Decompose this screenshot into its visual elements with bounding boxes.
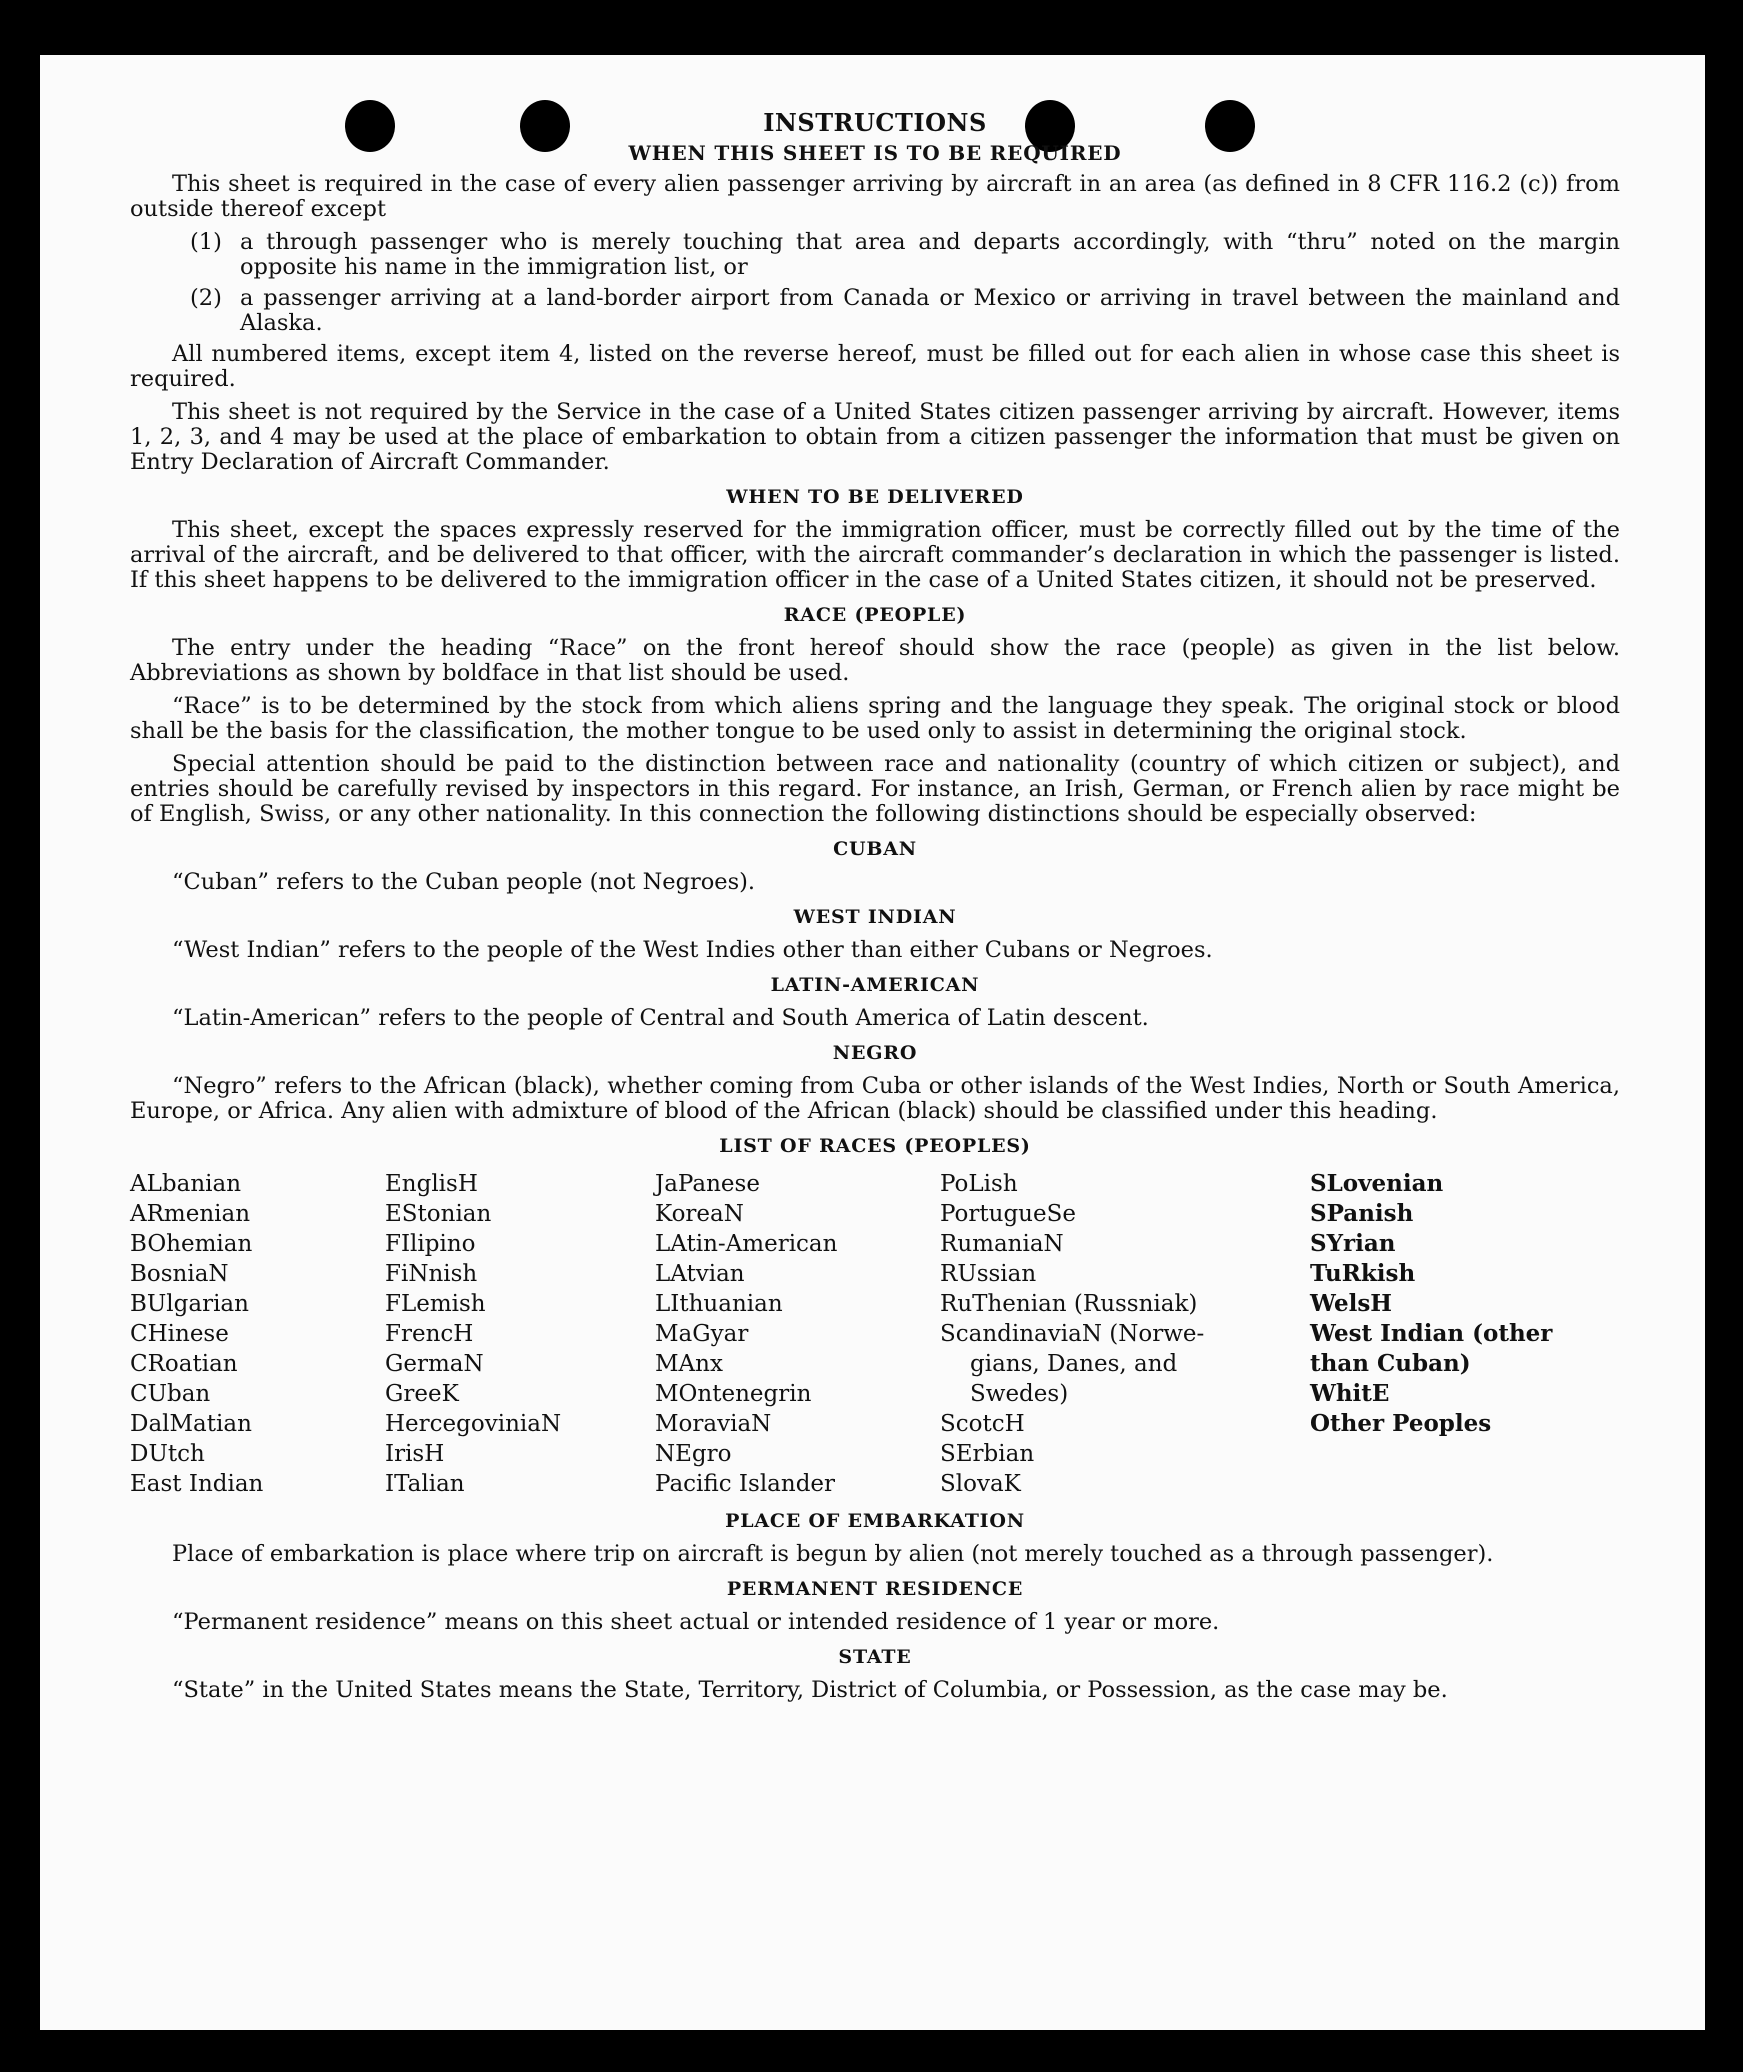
item-text: a through passenger who is merely touching that area and departs accordingly, with “thru” noted on the margin opposite his name in the immigration list, or — [240, 229, 1620, 280]
race-list — [130, 1169, 1620, 1499]
race-entry: ScandinaviaN (Norwe- — [940, 1321, 1205, 1347]
race-entry: Other Peoples — [1310, 1410, 1492, 1437]
race-column — [130, 1169, 385, 1499]
race-entry: SlovaK — [940, 1471, 1021, 1497]
race-entry: BUlgarian — [130, 1291, 249, 1317]
race-entry: BosniaN — [130, 1261, 229, 1287]
item-number: (2) — [190, 285, 222, 311]
race-entry: EnglisH — [385, 1171, 478, 1197]
section-heading: LIST OF RACES (PEOPLES) — [719, 1135, 1031, 1157]
race-entry: EStonian — [385, 1201, 492, 1227]
paragraph: The entry under the heading “Race” on the front hereof should show the race (people) as given in the list below. Abbreviations as shown by boldface in that list should be used. — [130, 635, 1620, 686]
race-column — [1310, 1169, 1610, 1499]
race-entry: MaGyar — [655, 1321, 749, 1347]
race-entry: SPanish — [1310, 1200, 1414, 1227]
item-text: a passenger arriving at a land-border airport from Canada or Mexico or arriving in travel between the mainland and Alaska. — [240, 285, 1620, 336]
race-entry: MOntenegrin — [655, 1381, 812, 1407]
page-title: INSTRUCTIONS — [763, 108, 987, 137]
race-entry: WelsH — [1310, 1290, 1393, 1317]
race-entry: CRoatian — [130, 1351, 238, 1377]
race-entry: West Indian (other — [1310, 1320, 1553, 1347]
race-entry: CHinese — [130, 1321, 229, 1347]
race-entry: DalMatian — [130, 1411, 252, 1437]
race-entry: SYrian — [1310, 1230, 1396, 1257]
list-item — [190, 286, 1620, 336]
paragraph: All numbered items, except item 4, listed on the reverse hereof, must be filled out for each alien in whose case this sheet is required. — [130, 341, 1620, 392]
race-entry: ITalian — [385, 1471, 465, 1497]
race-column — [385, 1169, 655, 1499]
race-entry: Pacific Islander — [655, 1471, 836, 1497]
race-entry: East Indian — [130, 1471, 264, 1497]
section-heading: CUBAN — [833, 838, 917, 860]
section-heading: PERMANENT RESIDENCE — [726, 1578, 1024, 1600]
race-entry: FiNnish — [385, 1261, 478, 1287]
paragraph: This sheet, except the spaces expressly reserved for the immigration officer, must be correctly filled out by the time of the arrival of the aircraft, and be delivered to that officer, with the aircraft commander’s declaration in which the passenger is listed. If this sheet happens to be delivered to the immigration officer in the case of a United States citizen, it should not be preserved. — [130, 517, 1620, 593]
section-heading: WEST INDIAN — [793, 906, 957, 928]
race-entry: GreeK — [385, 1381, 459, 1407]
race-entry: BOhemian — [130, 1231, 253, 1257]
race-entry: KoreaN — [655, 1201, 744, 1227]
race-entry: ScotcH — [940, 1411, 1025, 1437]
race-column — [940, 1169, 1310, 1499]
race-entry: LIthuanian — [655, 1291, 783, 1317]
document-page — [40, 55, 1705, 2030]
race-entry: SLovenian — [1310, 1170, 1444, 1197]
list-item — [190, 230, 1620, 280]
race-entry: RuThenian (Russniak) — [940, 1291, 1198, 1317]
section-heading: STATE — [838, 1646, 912, 1668]
race-entry: GermaN — [385, 1351, 484, 1377]
race-entry: FrencH — [385, 1321, 474, 1347]
paragraph: “State” in the United States means the State, Territory, District of Columbia, or Possession, as the case may be. — [172, 1677, 1448, 1703]
race-entry: CUban — [130, 1381, 211, 1407]
paragraph: “West Indian” refers to the people of the West Indies other than either Cubans or Negroes. — [172, 937, 1213, 963]
paragraph: This sheet is not required by the Service in the case of a United States citizen passenger arriving by aircraft. However, items 1, 2, 3, and 4 may be used at the place of embarkation to obtain from a citizen passenger the information that must be given on Entry Declaration of Aircraft Commander. — [130, 399, 1620, 475]
paragraph: “Race” is to be determined by the stock from which aliens spring and the language they speak. The original stock or blood shall be the basis for the classification, the mother tongue to be used only to assist in determining the original stock. — [130, 693, 1620, 744]
race-entry: ALbanian — [130, 1171, 242, 1197]
race-entry: FIlipino — [385, 1231, 476, 1257]
section-heading: LATIN-AMERICAN — [770, 974, 980, 996]
race-entry: PortugueSe — [940, 1201, 1076, 1227]
race-entry: ARmenian — [130, 1201, 251, 1227]
race-entry: SErbian — [940, 1441, 1035, 1467]
section-heading: RACE (PEOPLE) — [783, 604, 967, 626]
race-entry: PoLish — [940, 1171, 1018, 1197]
race-entry: JaPanese — [655, 1171, 760, 1197]
section-heading: WHEN THIS SHEET IS TO BE REQUIRED — [628, 141, 1122, 165]
race-entry: HercegoviniaN — [385, 1411, 562, 1437]
section-heading: NEGRO — [832, 1042, 918, 1064]
section-heading: PLACE OF EMBARKATION — [725, 1510, 1025, 1532]
race-entry: RUssian — [940, 1261, 1037, 1287]
paragraph: “Permanent residence” means on this sheet actual or intended residence of 1 year or more. — [172, 1609, 1220, 1635]
race-entry: RumaniaN — [940, 1231, 1064, 1257]
race-entry: FLemish — [385, 1291, 486, 1317]
paragraph: Special attention should be paid to the distinction between race and nationality (country of which citizen or subject), and entries should be carefully revised by inspectors in this regard. For instance, an Irish, German, or French alien by race might be of English, Swiss, or any other nationality. In this connection the following distinctions should be especially observed: — [130, 751, 1620, 827]
paragraph: “Cuban” refers to the Cuban people (not Negroes). — [172, 869, 756, 895]
instructions-body — [130, 110, 1620, 1711]
item-number: (1) — [190, 229, 222, 255]
section-heading: WHEN TO BE DELIVERED — [726, 486, 1024, 508]
paragraph: This sheet is required in the case of every alien passenger arriving by aircraft in an area (as defined in 8 CFR 116.2 (c)) from outside thereof except — [130, 171, 1620, 222]
race-entry: than Cuban) — [1310, 1350, 1471, 1377]
race-entry: WhitE — [1310, 1380, 1390, 1407]
paragraph: Place of embarkation is place where trip on aircraft is begun by alien (not merely touched as a through passenger). — [172, 1541, 1494, 1567]
race-entry: TuRkish — [1310, 1260, 1416, 1287]
race-column — [655, 1169, 940, 1499]
race-entry: MAnx — [655, 1351, 723, 1377]
race-entry: IrisH — [385, 1441, 445, 1467]
race-entry: NEgro — [655, 1441, 732, 1467]
paragraph: “Latin-American” refers to the people of Central and South America of Latin descent. — [172, 1005, 1149, 1031]
race-entry: DUtch — [130, 1441, 205, 1467]
race-entry: Swedes) — [970, 1381, 1069, 1407]
race-entry: LAtin-American — [655, 1231, 838, 1257]
race-entry: MoraviaN — [655, 1411, 772, 1437]
paragraph: “Negro” refers to the African (black), whether coming from Cuba or other islands of the West Indies, North or South America, Europe, or Africa. Any alien with admixture of blood of the African (black) should be classified under this heading. — [130, 1073, 1620, 1124]
race-entry: LAtvian — [655, 1261, 745, 1287]
race-entry: gians, Danes, and — [970, 1351, 1178, 1377]
